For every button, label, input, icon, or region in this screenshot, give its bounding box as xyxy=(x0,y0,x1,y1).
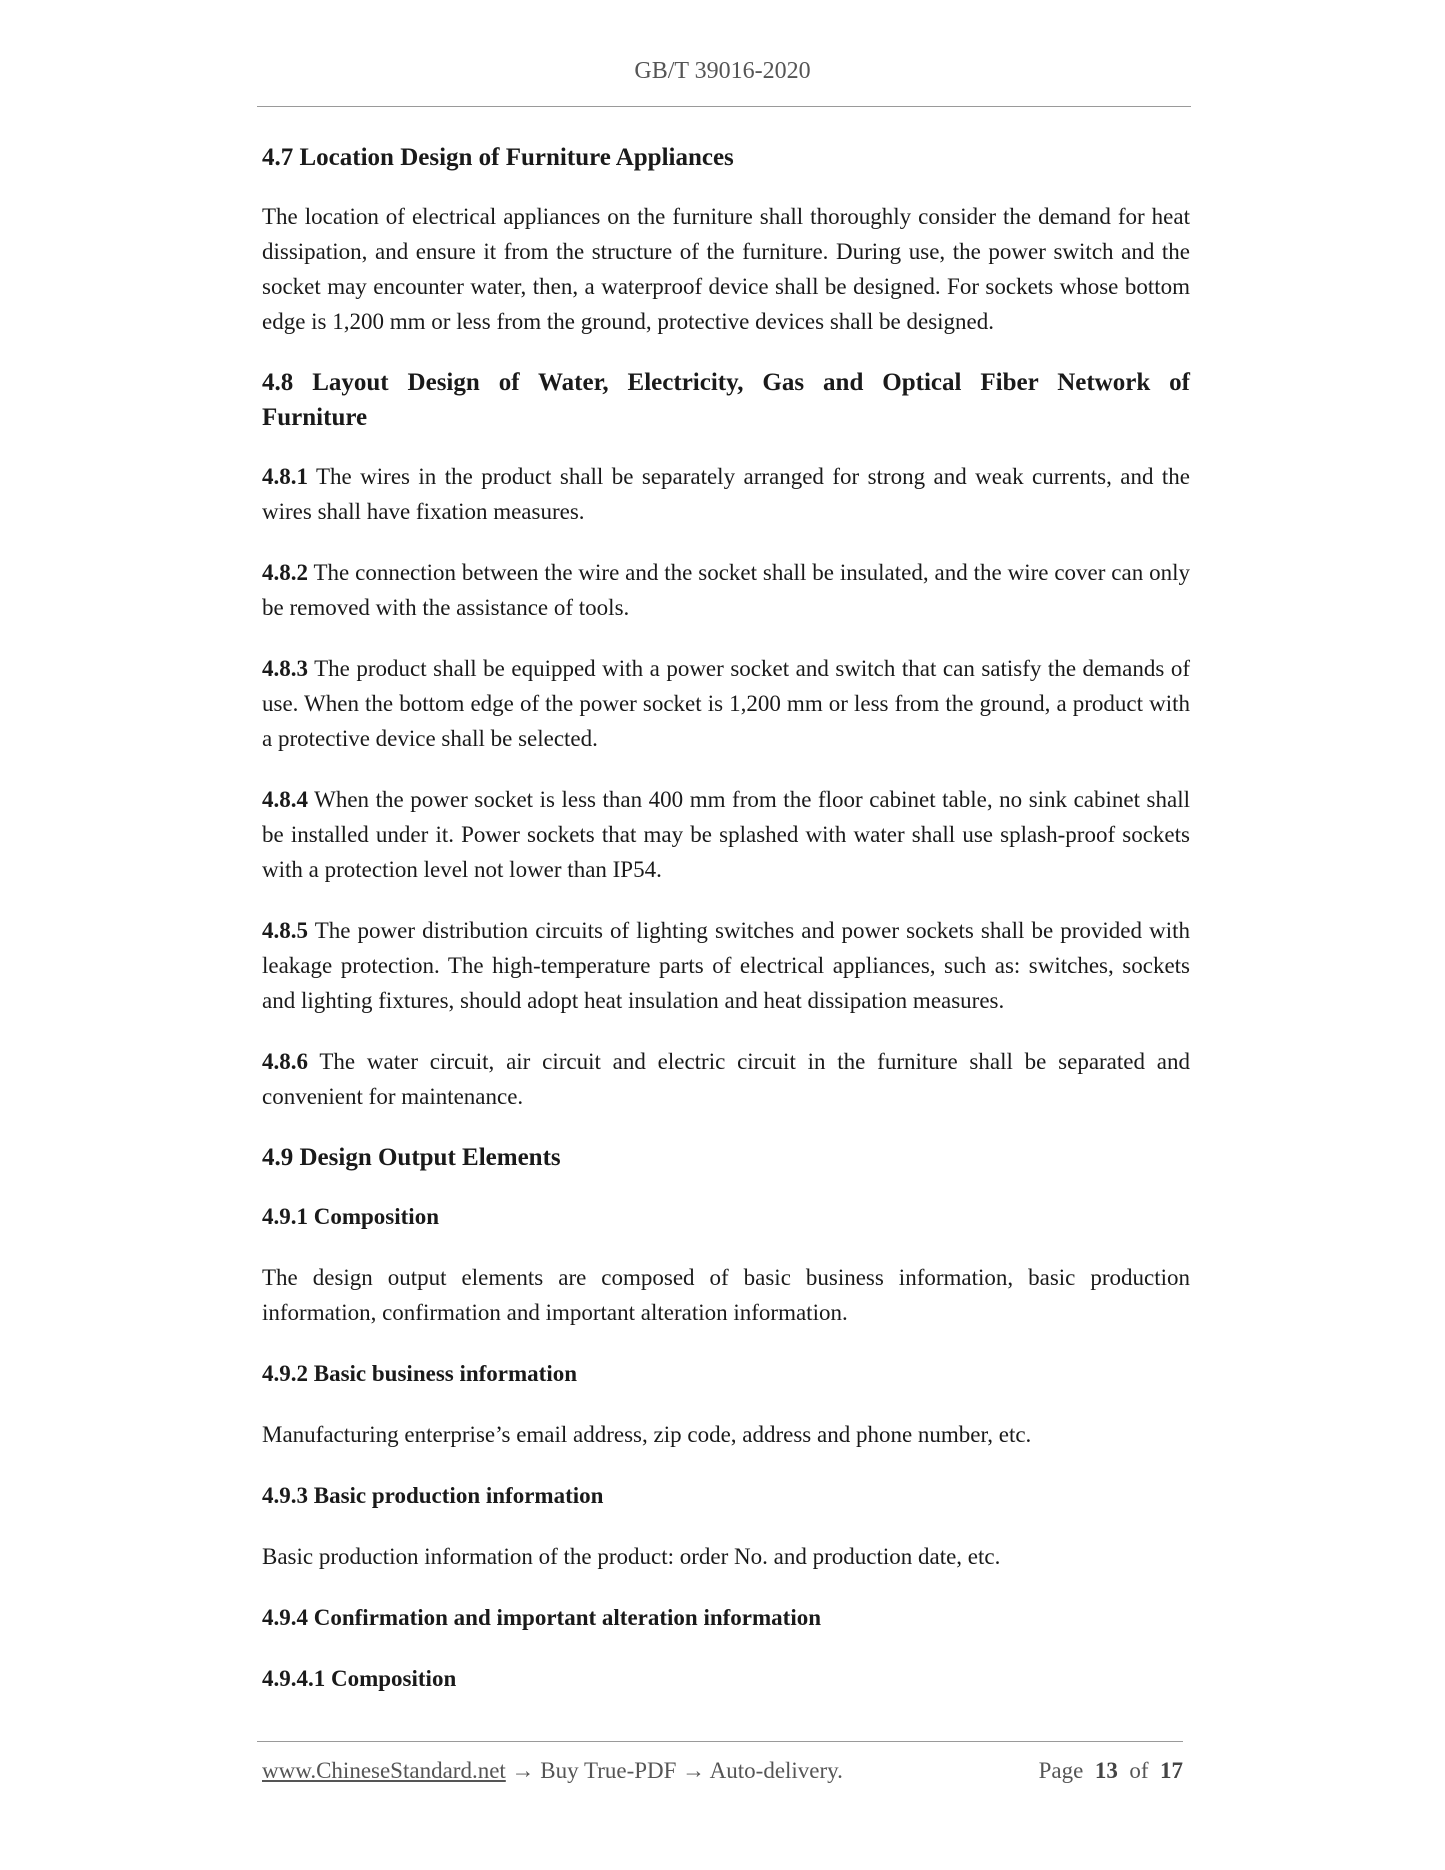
section-4-7-heading: 4.7 Location Design of Furniture Appliances xyxy=(262,144,734,171)
page-of-label: of xyxy=(1129,1758,1149,1783)
section-4-9-4-1-heading: 4.9.4.1 Composition xyxy=(262,1666,457,1691)
clause-4-8-5 xyxy=(262,913,1190,1018)
clause-4-8-6 xyxy=(262,1044,1190,1114)
website-link[interactable]: www.ChineseStandard.net xyxy=(262,1758,506,1783)
page-total: 17 xyxy=(1160,1758,1183,1783)
clause-text: The product shall be equipped with a power socket and switch that can satisfy the demands of use. When the bottom edge of the power socket is 1,200 mm or less from the ground, a product with a protective device shall be selected. xyxy=(262,656,1190,751)
section-4-9-heading: 4.9 Design Output Elements xyxy=(262,1144,561,1171)
page-current: 13 xyxy=(1094,1758,1118,1783)
clause-text: When the power socket is less than 400 mm from the floor cabinet table, no sink cabinet shall be installed under it. Power sockets that may be splashed with water shall use splash-proof sockets with a protection level not lower than IP54. xyxy=(262,787,1190,882)
footer-tagline: → Buy True-PDF → Auto-delivery. xyxy=(505,1758,843,1783)
clause-4-8-4 xyxy=(262,782,1190,887)
clause-text: The water circuit, air circuit and electric circuit in the furniture shall be separated and convenient for maintenance. xyxy=(262,1049,1190,1109)
page-content xyxy=(262,140,1190,1722)
clause-4-8-3 xyxy=(262,651,1190,756)
footer-divider xyxy=(257,1741,1183,1742)
document-code-header: GB/T 39016-2020 xyxy=(634,58,811,84)
section-4-9-1-heading: 4.9.1 Composition xyxy=(262,1204,439,1229)
section-4-9-1-body: The design output elements are composed of basic business information, basic production information, confirmation and important alteration information. xyxy=(262,1265,1190,1325)
section-4-9-2-heading: 4.9.2 Basic business information xyxy=(262,1361,578,1386)
clause-number: 4.8.1 xyxy=(262,464,308,489)
footer-promo xyxy=(262,1758,843,1784)
section-4-9-3-body: Basic production information of the product: order No. and production date, etc. xyxy=(262,1544,1001,1569)
clause-4-8-1 xyxy=(262,459,1190,529)
clause-text: The power distribution circuits of lighting switches and power sockets shall be provided with leakage protection. The high-temperature parts of electrical appliances, such as: switches, sockets and lighting fixtures, should adopt heat insulation and heat dissipation measures. xyxy=(262,918,1190,1013)
clause-text: The connection between the wire and the socket shall be insulated, and the wire cover can only be removed with the assistance of tools. xyxy=(262,560,1190,620)
section-4-7-body: The location of electrical appliances on the furniture shall thoroughly consider the demand for heat dissipation, and ensure it from the structure of the furniture. During use, the power switch and the socket may encounter water, then, a waterproof device shall be designed. For sockets whose bottom edge is 1,200 mm or less from the ground, protective devices shall be designed. xyxy=(262,204,1190,334)
clause-number: 4.8.4 xyxy=(262,787,308,812)
clause-number: 4.8.6 xyxy=(262,1049,308,1074)
page-number xyxy=(1039,1758,1183,1784)
header-divider xyxy=(257,106,1191,107)
section-4-9-4-heading: 4.9.4 Confirmation and important alteration information xyxy=(262,1605,822,1630)
section-4-9-2-body: Manufacturing enterprise’s email address, zip code, address and phone number, etc. xyxy=(262,1422,1032,1447)
clause-4-8-2 xyxy=(262,555,1190,625)
section-4-9-3-heading: 4.9.3 Basic production information xyxy=(262,1483,604,1508)
section-4-8-heading: 4.8 Layout Design of Water, Electricity, Gas and Optical Fiber Network of Furniture xyxy=(262,369,1190,431)
page-label: Page xyxy=(1038,1758,1084,1783)
clause-number: 4.8.2 xyxy=(262,560,308,585)
clause-number: 4.8.5 xyxy=(262,918,308,943)
clause-text: The wires in the product shall be separately arranged for strong and weak currents, and the wires shall have fixation measures. xyxy=(262,464,1190,524)
clause-number: 4.8.3 xyxy=(262,656,308,681)
